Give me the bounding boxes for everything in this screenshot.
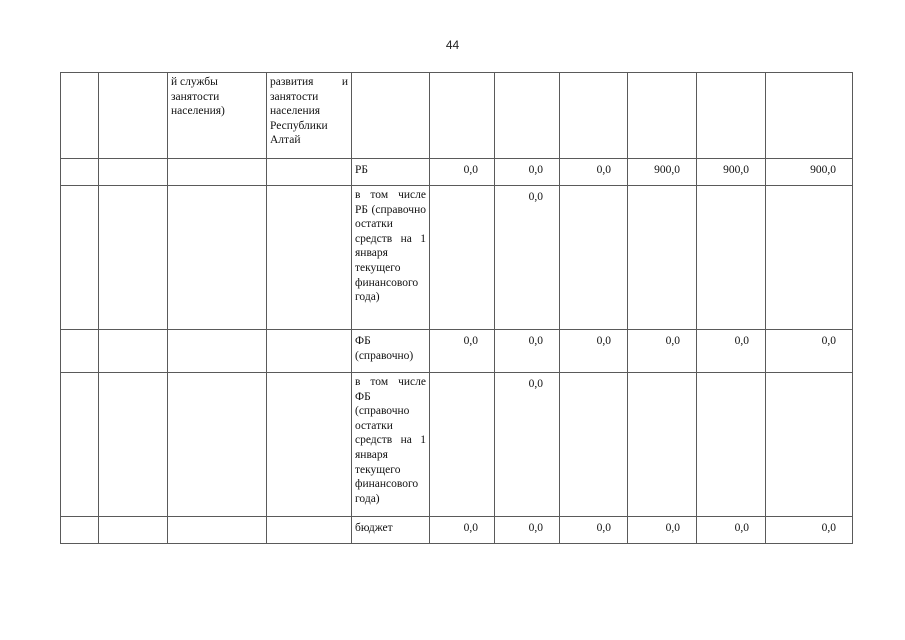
value-cell: 0,0 xyxy=(560,517,628,544)
value-cell xyxy=(430,186,495,330)
table-row xyxy=(61,186,853,330)
value-cell: 0,0 xyxy=(430,517,495,544)
value-cell: 0,0 xyxy=(495,517,560,544)
executor-text-line: занятости населения) xyxy=(171,90,225,118)
value-cell xyxy=(697,373,766,517)
value-cell: 0,0 xyxy=(495,186,560,330)
table-row xyxy=(61,330,853,373)
table-row xyxy=(61,159,853,186)
funding-source: РБ xyxy=(352,159,430,186)
value-cell: 900,0 xyxy=(628,159,697,186)
coexecutor-cell-continued: развития и занятости населения Республики Алтай xyxy=(267,73,352,159)
value-cell: 0,0 xyxy=(628,330,697,373)
value-cell xyxy=(766,373,853,517)
table-row xyxy=(61,73,853,159)
value-cell: 0,0 xyxy=(766,517,853,544)
funding-source: в том числе РБ (справочно остатки средств на 1 января текущего финансового года) xyxy=(352,186,430,330)
value-cell: 0,0 xyxy=(560,159,628,186)
executor-cell-continued xyxy=(168,73,267,159)
value-cell: 0,0 xyxy=(628,517,697,544)
value-cell xyxy=(560,186,628,330)
funding-source: бюджет xyxy=(352,517,430,544)
table-row xyxy=(61,373,853,517)
value-cell: 0,0 xyxy=(495,159,560,186)
value-cell: 900,0 xyxy=(697,159,766,186)
value-cell xyxy=(628,186,697,330)
value-cell: 0,0 xyxy=(430,159,495,186)
value-cell: 0,0 xyxy=(766,330,853,373)
value-cell: 0,0 xyxy=(430,330,495,373)
value-cell xyxy=(628,373,697,517)
value-cell: 0,0 xyxy=(697,330,766,373)
value-cell: 0,0 xyxy=(697,517,766,544)
funding-source: ФБ (справочно) xyxy=(352,330,430,373)
executor-text-line: й службы xyxy=(171,76,218,88)
page-number: 44 xyxy=(445,38,460,52)
value-cell: 900,0 xyxy=(766,159,853,186)
value-cell xyxy=(697,186,766,330)
table-row xyxy=(61,517,853,544)
value-cell xyxy=(560,373,628,517)
value-cell: 0,0 xyxy=(495,330,560,373)
budget-table xyxy=(60,72,853,544)
value-cell: 0,0 xyxy=(495,373,560,517)
value-cell: 0,0 xyxy=(560,330,628,373)
funding-source: в том числе ФБ (справочно остатки средств на 1 января текущего финансового года) xyxy=(352,373,430,517)
value-cell xyxy=(766,186,853,330)
value-cell xyxy=(430,373,495,517)
